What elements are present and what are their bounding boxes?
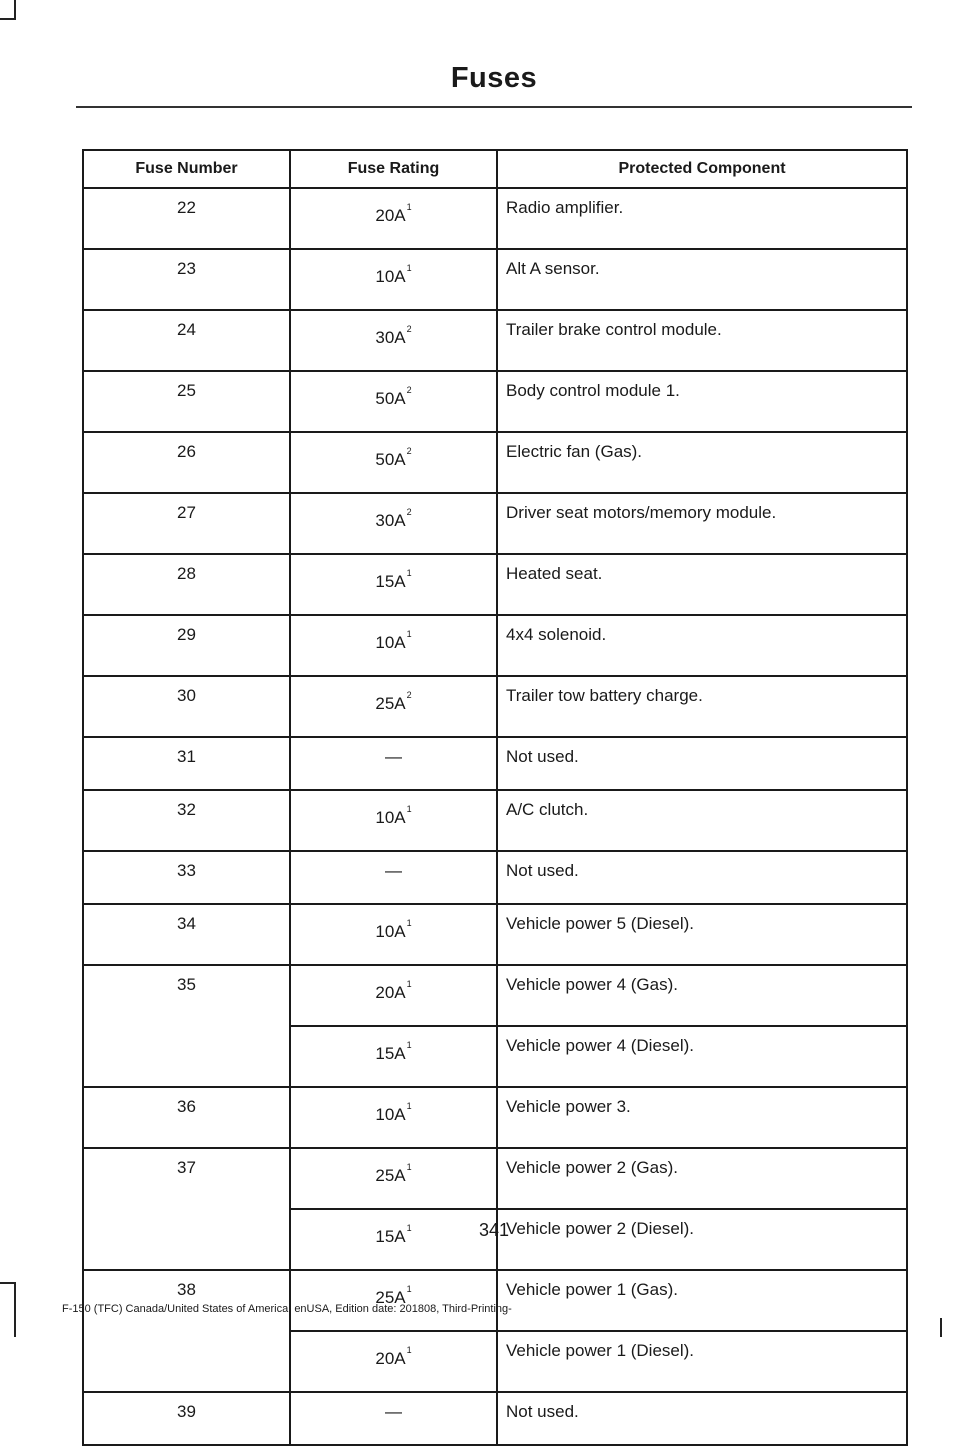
title-rule <box>76 106 912 108</box>
table-row <box>83 1148 907 1209</box>
fuse-rating-cell <box>290 310 497 371</box>
fuse-rating-value: 10A <box>375 808 406 827</box>
protected-component-cell: Not used. <box>497 851 907 904</box>
fuse-number-cell: 38 <box>83 1270 290 1392</box>
protected-component-cell: Radio amplifier. <box>497 188 907 249</box>
table-row <box>83 371 907 432</box>
protected-component-cell: Trailer brake control module. <box>497 310 907 371</box>
fuse-rating-cell <box>290 249 497 310</box>
fuse-number-cell: 23 <box>83 249 290 310</box>
fuse-rating-value: 10A <box>375 922 406 941</box>
footnote-marker: 1 <box>406 1162 412 1172</box>
fuse-rating-cell <box>290 371 497 432</box>
fuse-rating-cell <box>290 1270 497 1331</box>
protected-component-cell: Trailer tow battery charge. <box>497 676 907 737</box>
footnote-marker: 2 <box>406 690 412 700</box>
fuse-rating-value: 20A <box>375 1349 406 1368</box>
protected-component-cell: Vehicle power 2 (Diesel). <box>497 1209 907 1270</box>
protected-component-cell: Electric fan (Gas). <box>497 432 907 493</box>
fuse-rating-value: 50A <box>375 389 406 408</box>
fuse-number-cell: 27 <box>83 493 290 554</box>
footnote-marker: 1 <box>406 918 412 928</box>
fuse-number-cell: 39 <box>83 1392 290 1445</box>
fuse-rating-cell <box>290 432 497 493</box>
fuse-rating-value: 10A <box>375 267 406 286</box>
fuse-rating-value: 15A <box>375 1044 406 1063</box>
table-row <box>83 249 907 310</box>
fuse-number-cell: 28 <box>83 554 290 615</box>
fuse-rating-cell <box>290 904 497 965</box>
fuse-table <box>82 149 908 1446</box>
table-row <box>83 615 907 676</box>
footnote-marker: 1 <box>406 1345 412 1355</box>
footnote-marker: 2 <box>406 507 412 517</box>
fuse-rating-value: — <box>385 747 402 766</box>
fuse-rating-value: — <box>385 861 402 880</box>
fuse-rating-value: 30A <box>375 511 406 530</box>
footnote-marker: 1 <box>406 629 412 639</box>
footnote-marker: 2 <box>406 446 412 456</box>
fuse-rating-cell <box>290 676 497 737</box>
footnote-marker: 1 <box>406 263 412 273</box>
fuse-number-cell: 35 <box>83 965 290 1087</box>
footnote-marker: 1 <box>406 1101 412 1111</box>
fuse-rating-value: 20A <box>375 206 406 225</box>
footnote-marker: 1 <box>406 1223 412 1233</box>
protected-component-cell: Vehicle power 4 (Diesel). <box>497 1026 907 1087</box>
fuse-rating-cell <box>290 1331 497 1392</box>
table-row <box>83 904 907 965</box>
header-fuse-rating: Fuse Rating <box>290 150 497 188</box>
protected-component-cell: Vehicle power 5 (Diesel). <box>497 904 907 965</box>
fuse-rating-cell <box>290 1392 497 1445</box>
protected-component-cell: Heated seat. <box>497 554 907 615</box>
footnote-marker: 1 <box>406 1040 412 1050</box>
protected-component-cell: Alt A sensor. <box>497 249 907 310</box>
fuse-number-cell: 32 <box>83 790 290 851</box>
table-row <box>83 676 907 737</box>
table-body <box>83 188 907 1445</box>
fuse-rating-value: — <box>385 1402 402 1421</box>
crop-mark-top-left-h <box>0 18 16 20</box>
fuse-rating-value: 25A <box>375 1288 406 1307</box>
fuse-rating-cell <box>290 554 497 615</box>
table-row <box>83 965 907 1026</box>
footnote-marker: 1 <box>406 804 412 814</box>
fuse-rating-value: 25A <box>375 1166 406 1185</box>
table-header-row <box>83 150 907 188</box>
header-protected-component: Protected Component <box>497 150 907 188</box>
fuse-number-cell: 24 <box>83 310 290 371</box>
protected-component-cell: A/C clutch. <box>497 790 907 851</box>
table-row <box>83 1087 907 1148</box>
protected-component-cell: Vehicle power 1 (Gas). <box>497 1270 907 1331</box>
fuse-number-cell: 29 <box>83 615 290 676</box>
fuse-rating-cell <box>290 737 497 790</box>
fuse-number-cell: 22 <box>83 188 290 249</box>
table-row <box>83 554 907 615</box>
crop-mark-bottom-left-v <box>14 1282 16 1337</box>
table-row <box>83 737 907 790</box>
table-row <box>83 1270 907 1331</box>
fuse-number-cell: 31 <box>83 737 290 790</box>
fuse-rating-value: 20A <box>375 983 406 1002</box>
footnote-marker: 2 <box>406 385 412 395</box>
fuse-rating-value: 30A <box>375 328 406 347</box>
protected-component-cell: Driver seat motors/memory module. <box>497 493 907 554</box>
fuse-rating-cell <box>290 188 497 249</box>
fuse-rating-cell <box>290 1087 497 1148</box>
table-row <box>83 188 907 249</box>
table-row <box>83 851 907 904</box>
protected-component-cell: 4x4 solenoid. <box>497 615 907 676</box>
fuse-rating-cell <box>290 1026 497 1087</box>
fuse-rating-value: 25A <box>375 694 406 713</box>
table-row <box>83 432 907 493</box>
fuse-rating-value: 15A <box>375 572 406 591</box>
page-title: Fuses <box>450 62 538 94</box>
footnote-marker: 1 <box>406 1284 412 1294</box>
protected-component-cell: Vehicle power 1 (Diesel). <box>497 1331 907 1392</box>
protected-component-cell: Vehicle power 3. <box>497 1087 907 1148</box>
crop-mark-top-left-v <box>14 0 16 18</box>
fuse-rating-cell <box>290 965 497 1026</box>
page-number: 341 <box>478 1220 510 1240</box>
protected-component-cell: Body control module 1. <box>497 371 907 432</box>
protected-component-cell: Vehicle power 4 (Gas). <box>497 965 907 1026</box>
fuse-number-cell: 36 <box>83 1087 290 1148</box>
protected-component-cell: Not used. <box>497 1392 907 1445</box>
fuse-rating-value: 50A <box>375 450 406 469</box>
protected-component-cell: Vehicle power 2 (Gas). <box>497 1148 907 1209</box>
footnote-marker: 1 <box>406 979 412 989</box>
table-row <box>83 1392 907 1445</box>
fuse-rating-cell <box>290 790 497 851</box>
fuse-number-cell: 26 <box>83 432 290 493</box>
footnote-marker: 1 <box>406 202 412 212</box>
fuse-rating-value: 15A <box>375 1227 406 1246</box>
table-row <box>83 790 907 851</box>
fuse-rating-value: 10A <box>375 633 406 652</box>
fuse-rating-cell <box>290 615 497 676</box>
fuse-number-cell: 30 <box>83 676 290 737</box>
fuse-number-cell: 37 <box>83 1148 290 1270</box>
fuse-rating-cell <box>290 493 497 554</box>
table-row <box>83 493 907 554</box>
footer-edition: F-150 (TFC) Canada/United States of America, enUSA, Edition date: 201808, Third-Printing- <box>62 1303 512 1315</box>
crop-mark-bottom-right-v <box>940 1318 942 1337</box>
footnote-marker: 1 <box>406 568 412 578</box>
table-row <box>83 310 907 371</box>
header-fuse-number: Fuse Number <box>83 150 290 188</box>
fuse-rating-cell <box>290 851 497 904</box>
fuse-rating-value: 10A <box>375 1105 406 1124</box>
fuse-rating-cell <box>290 1148 497 1209</box>
fuse-number-cell: 34 <box>83 904 290 965</box>
footnote-marker: 2 <box>406 324 412 334</box>
fuse-number-cell: 25 <box>83 371 290 432</box>
protected-component-cell: Not used. <box>497 737 907 790</box>
fuse-number-cell: 33 <box>83 851 290 904</box>
